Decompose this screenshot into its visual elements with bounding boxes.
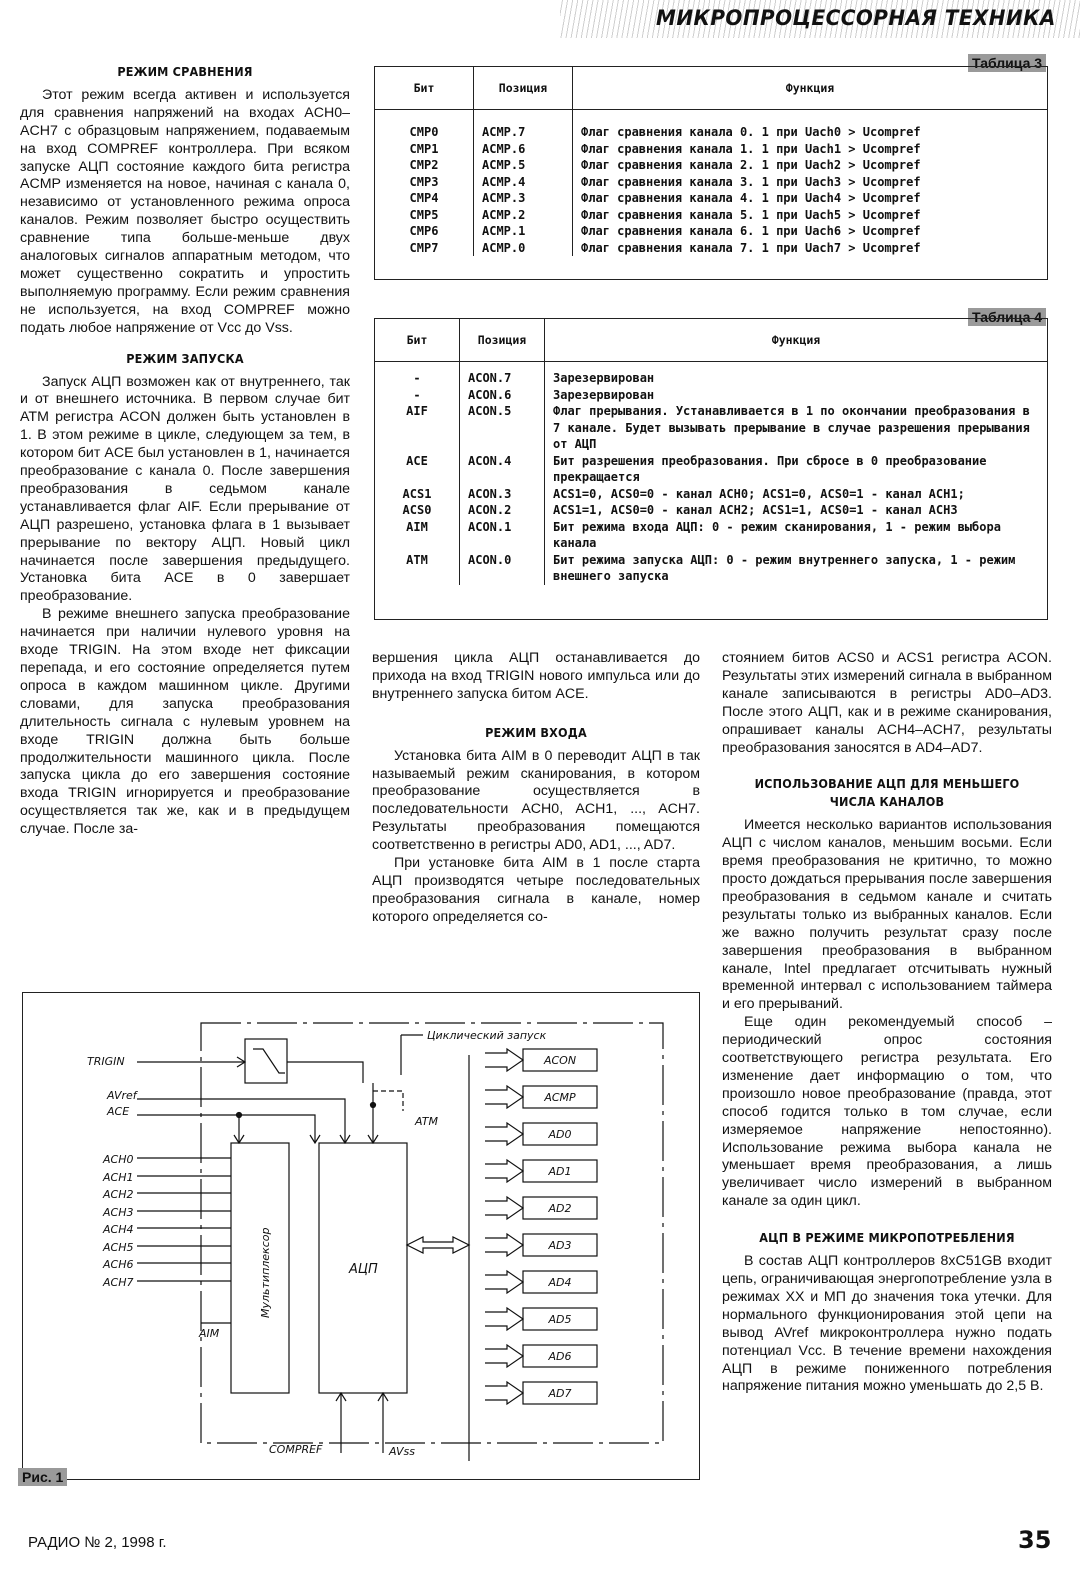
register-ad2: AD2 — [548, 1202, 572, 1215]
figure-label: Рис. 1 — [18, 1468, 67, 1486]
paragraph: Этот режим всегда активен и используется для сравнения напряжений на входах ACH0–ACH7 с образцовым напряжением, подаваемым на вход COMPREF контроллера. При всяком запуске АЦП состояние каждого бита регистра ACMP изменяется на новое, начиная с канала 0, независимо от установленного режима опроса каналов. Режим позволяет быстро осуществить сравнение типа больше-меньше двух аналоговых сигналов аппаратным методом, что может существенно сократить и упростить выполняемую программу. Если режим сравнения не используется, на вход COMPREF можно подать любое напряжение от Vcc до Vss. — [20, 86, 350, 336]
cell-function: Флаг прерывания. Устанавливается в 1 по окончании преобразования в 7 канале. Будет вызывать прерывание в случае разрешения прерывания от АЦП — [553, 404, 1030, 451]
cell-position: ACMP.2 — [474, 207, 573, 224]
cell-position: ACMP.4 — [474, 174, 573, 191]
cell-position: ACON.5 — [460, 403, 545, 453]
cell-position: ACMP.5 — [474, 157, 573, 174]
cell-position: ACMP.3 — [474, 190, 573, 207]
cell-position: ACON.0 — [460, 552, 545, 585]
cell-bit: CMP4 — [375, 190, 474, 207]
label-adc: АЦП — [349, 1262, 378, 1277]
label-ach7: ACH7 — [103, 1276, 134, 1289]
register-ad1: AD1 — [548, 1165, 572, 1178]
table4-header-bit: Бит — [375, 319, 460, 362]
cell-function: Флаг сравнения канала 1. 1 при Uach1 > Ucompref — [581, 141, 921, 156]
cell-function: Зарезервирован — [553, 387, 655, 402]
table3-header-position: Позиция — [474, 67, 573, 110]
cell-function: Зарезервирован — [553, 371, 655, 385]
register-ad6: AD6 — [548, 1350, 572, 1363]
cell-function: Бит режима запуска АЦП: 0 - режим внутреннего запуска, 1 - режим внешнего запуска — [553, 552, 1016, 583]
issue-info: РАДИО № 2, 1998 г. — [28, 1534, 167, 1551]
register-ad5: AD5 — [548, 1313, 572, 1326]
heading-start-mode: РЕЖИМ ЗАПУСКА — [126, 350, 244, 366]
paragraph: Установка бита AIM в 0 переводит АЦП в так называемый режим сканирования, в котором преобразование осуществляется в последовательности ACH0, ACH1, ..., ACH7. Результаты преобразования помещаются соответственно в регистры AD0, AD1, ..., AD7. — [372, 747, 700, 854]
register-ad3: AD3 — [548, 1239, 572, 1252]
adc-diagram — [23, 993, 699, 1479]
paragraph: вершения цикла АЦП останавливается до прихода на вход TRIGIN нового импульса или до внутреннего запуска битом ACE. — [372, 650, 700, 702]
table-row — [375, 362, 1047, 387]
label-atm: ATM — [415, 1115, 438, 1128]
cell-function: Флаг сравнения канала 0. 1 при Uach0 > Ucompref — [581, 125, 921, 139]
label-multiplexer: Мультиплексор — [259, 1227, 272, 1318]
table4-header-position: Позиция — [460, 319, 545, 362]
cell-bit: ACE — [375, 453, 460, 486]
cell-bit: CMP0 — [375, 110, 474, 141]
table3-header-bit: Бит — [375, 67, 474, 110]
register-acmp: ACMP — [544, 1091, 576, 1104]
cell-function: ACS1=0, ACS0=0 - канал ACH0; ACS1=0, ACS0=1 - канал ACH1; — [553, 486, 965, 501]
label-ach1: ACH1 — [103, 1171, 134, 1184]
cell-function: Флаг сравнения канала 3. 1 при Uach3 > Ucompref — [581, 174, 921, 189]
cell-function: Флаг сравнения канала 6. 1 при Uach6 > Ucompref — [581, 224, 921, 238]
table-row — [375, 223, 1047, 240]
table-row — [375, 453, 1047, 486]
cell-bit: ACS0 — [375, 502, 460, 519]
label-ace: ACE — [107, 1105, 130, 1118]
table3-header-function: Функция — [573, 67, 1048, 110]
table-row — [375, 174, 1047, 191]
paragraph: В состав АЦП контроллеров 8xC51GB входит цепь, ограничивающая энергопотребление узла в режимах XX и МП до значения тока утечки. Для нормального функционирования этой цепи на вывод AVref микроконтроллера нужно подать потенциал Vcc. В течение времени нахождения АЦП в режиме пониженного потребления напряжение питания можно уменьшать до 2,5 В. — [722, 1253, 1052, 1395]
cell-function: Флаг сравнения канала 2. 1 при Uach2 > Ucompref — [581, 158, 921, 172]
table-row — [375, 519, 1047, 552]
table4 — [374, 318, 1048, 620]
middle-column — [372, 650, 700, 927]
register-acon: ACON — [543, 1054, 577, 1067]
table-row — [375, 552, 1047, 585]
cell-function: Флаг сравнения канала 7. 1 при Uach7 > Ucompref — [581, 240, 921, 255]
register-ad4: AD4 — [548, 1276, 572, 1289]
cell-bit: ACS1 — [375, 486, 460, 503]
cell-position: ACMP.6 — [474, 141, 573, 158]
label-avref: AVref — [107, 1089, 137, 1102]
table-row — [375, 240, 1047, 257]
label-cyclic-start: Циклический запуск — [427, 1029, 547, 1042]
cell-position: ACMP.0 — [474, 240, 573, 257]
table-row — [375, 190, 1047, 207]
cell-function: Бит режима входа АЦП: 0 - режим сканирования, 1 - режим выбора канала — [553, 519, 1001, 550]
cell-position: ACON.1 — [460, 519, 545, 552]
page-number: 35 — [1018, 1526, 1052, 1554]
cell-bit: CMP6 — [375, 223, 474, 240]
paragraph: Имеется несколько вариантов использования АЦП с числом каналов, меньшим восьми. Если время преобразования не критично, то можно просто дождаться прерывания после завершения преобразования в седьмом канале и считать результаты только из выбранных каналов. Если же важно получить результат сразу после завершения преобразования в выбранном канале, Intel предлагает отсчитывать нужный временной интервал с использованием таймера и его прерываний. — [722, 817, 1052, 1013]
cell-bit: CMP7 — [375, 240, 474, 257]
paragraph: стоянием битов ACS0 и ACS1 регистра ACON. Результаты этих измерений сигнала в выбранном канале записываются в регистры AD0–AD3. После этого АЦП, как и в режиме сканирования, опрашивает каналы ACH4–ACH7, результаты преобразования заносятся в AD4–AD7. — [722, 650, 1052, 756]
cell-bit: - — [375, 387, 460, 404]
table-row — [375, 157, 1047, 174]
label-ach4: ACH4 — [103, 1223, 134, 1236]
cell-bit: CMP1 — [375, 141, 474, 158]
cell-function: Флаг сравнения канала 5. 1 при Uach5 > Ucompref — [581, 207, 921, 222]
table-row — [375, 486, 1047, 503]
table4-label: Таблица 4 — [968, 308, 1046, 326]
paragraph: Запуск АЦП возможен как от внутреннего, так и от внешнего источника. В первом случае бит ATM регистра ACON должен быть установлен в 1. В этом режиме в цикле, следующем за тем, в котором бит ACE был установлен в 1, начинается преобразование с канала 0. После завершения преобразования в седьмом канале устанавливается флаг AIF. Если прерывание от АЦП разрешено, установка флага в 1 вызывает прерывание по вектору АЦП. Новый цикл начинается после завершения предыдущего. Установка бита ACE в 0 завершает преобразование. — [20, 373, 350, 605]
right-column — [722, 650, 1052, 1396]
label-ach6: ACH6 — [103, 1258, 134, 1271]
cell-function: Флаг сравнения канала 4. 1 при Uach4 > Ucompref — [581, 191, 921, 205]
table-row — [375, 141, 1047, 158]
cell-position: ACON.6 — [460, 387, 545, 404]
cell-bit: AIF — [375, 403, 460, 453]
paragraph: Еще один рекомендуемый способ – периодический опрос состояния соответствующего регистра результата. Его изменение дает информацию о том, что произошло новое преобразование (правда, этот способ годится только в том случае, если измеряемое напряжение непостоянно). Использование режима выбора канала не уменьшает время преобразования, а лишь увеличивает число измерений в выбранном канале за один цикл. — [722, 1014, 1052, 1210]
cell-bit: - — [375, 362, 460, 387]
heading-low-power: АЦП В РЕЖИМЕ МИКРОПОТРЕБЛЕНИЯ — [759, 1230, 1015, 1246]
figure-1-block-diagram — [22, 992, 700, 1480]
label-ach2: ACH2 — [103, 1188, 134, 1201]
label-aim: AIM — [199, 1327, 220, 1340]
paragraph: В режиме внешнего запуска преобразование начинается при наличии нулевого уровня на входе TRIGIN. На этом входе нет фиксации перепада, и его состояние определяется путем опроса в каждом машинном цикле. Другими словами, для запуска преобразования длительность сигнала с нулевым уровнем на входе TRIGIN должна быть больше продолжительности машинного цикла. После запуска цикла до его завершения состояние входа TRIGIN игнорируется и преобразование осуществляется так же, как и в предыдущем случае. После за- — [20, 606, 350, 838]
cell-bit: CMP5 — [375, 207, 474, 224]
heading-comparison-mode: РЕЖИМ СРАВНЕНИЯ — [117, 64, 253, 79]
cell-function: ACS1=1, ACS0=0 - канал ACH2; ACS1=1, ACS0=1 - канал ACH3 — [553, 503, 958, 517]
heading-fewer-channels: ИСПОЛЬЗОВАНИЕ АЦП ДЛЯ МЕНЬШЕГО ЧИСЛА КАНАЛОВ — [754, 776, 1020, 810]
cell-bit: CMP2 — [375, 157, 474, 174]
table4-header-function: Функция — [545, 319, 1048, 362]
label-compref: COMPREF — [269, 1443, 323, 1456]
table-row — [375, 110, 1047, 141]
cell-position: ACON.2 — [460, 502, 545, 519]
label-trigin: TRIGIN — [87, 1055, 125, 1068]
table-row — [375, 207, 1047, 224]
heading-input-mode: РЕЖИМ ВХОДА — [485, 724, 587, 740]
cell-position: ACON.4 — [460, 453, 545, 486]
paragraph: При установке бита AIM в 1 после старта АЦП производятся четыре последовательных преобразования сигнала в канале, номер которого определяется со- — [372, 855, 700, 925]
label-ach0: ACH0 — [103, 1153, 134, 1166]
table3 — [374, 66, 1048, 280]
section-title: МИКРОПРОЦЕССОРНАЯ ТЕХНИКА — [656, 6, 1056, 30]
left-column — [20, 55, 350, 839]
cell-bit: AIM — [375, 519, 460, 552]
table-row — [375, 502, 1047, 519]
cell-position: ACMP.1 — [474, 223, 573, 240]
table-row — [375, 387, 1047, 404]
register-ad7: AD7 — [548, 1387, 572, 1400]
cell-function: Бит разрешения преобразования. При сбросе в 0 преобразование прекращается — [553, 453, 987, 484]
cell-position: ACON.7 — [460, 362, 545, 387]
label-avss: AVss — [389, 1445, 415, 1458]
register-ad0: AD0 — [548, 1128, 572, 1141]
cell-bit: CMP3 — [375, 174, 474, 191]
cell-position: ACMP.7 — [474, 110, 573, 141]
table3-label: Таблица 3 — [968, 54, 1046, 72]
label-ach5: ACH5 — [103, 1241, 134, 1254]
cell-bit: ATM — [375, 552, 460, 585]
table-row — [375, 403, 1047, 453]
label-ach3: ACH3 — [103, 1206, 134, 1219]
cell-position: ACON.3 — [460, 486, 545, 503]
